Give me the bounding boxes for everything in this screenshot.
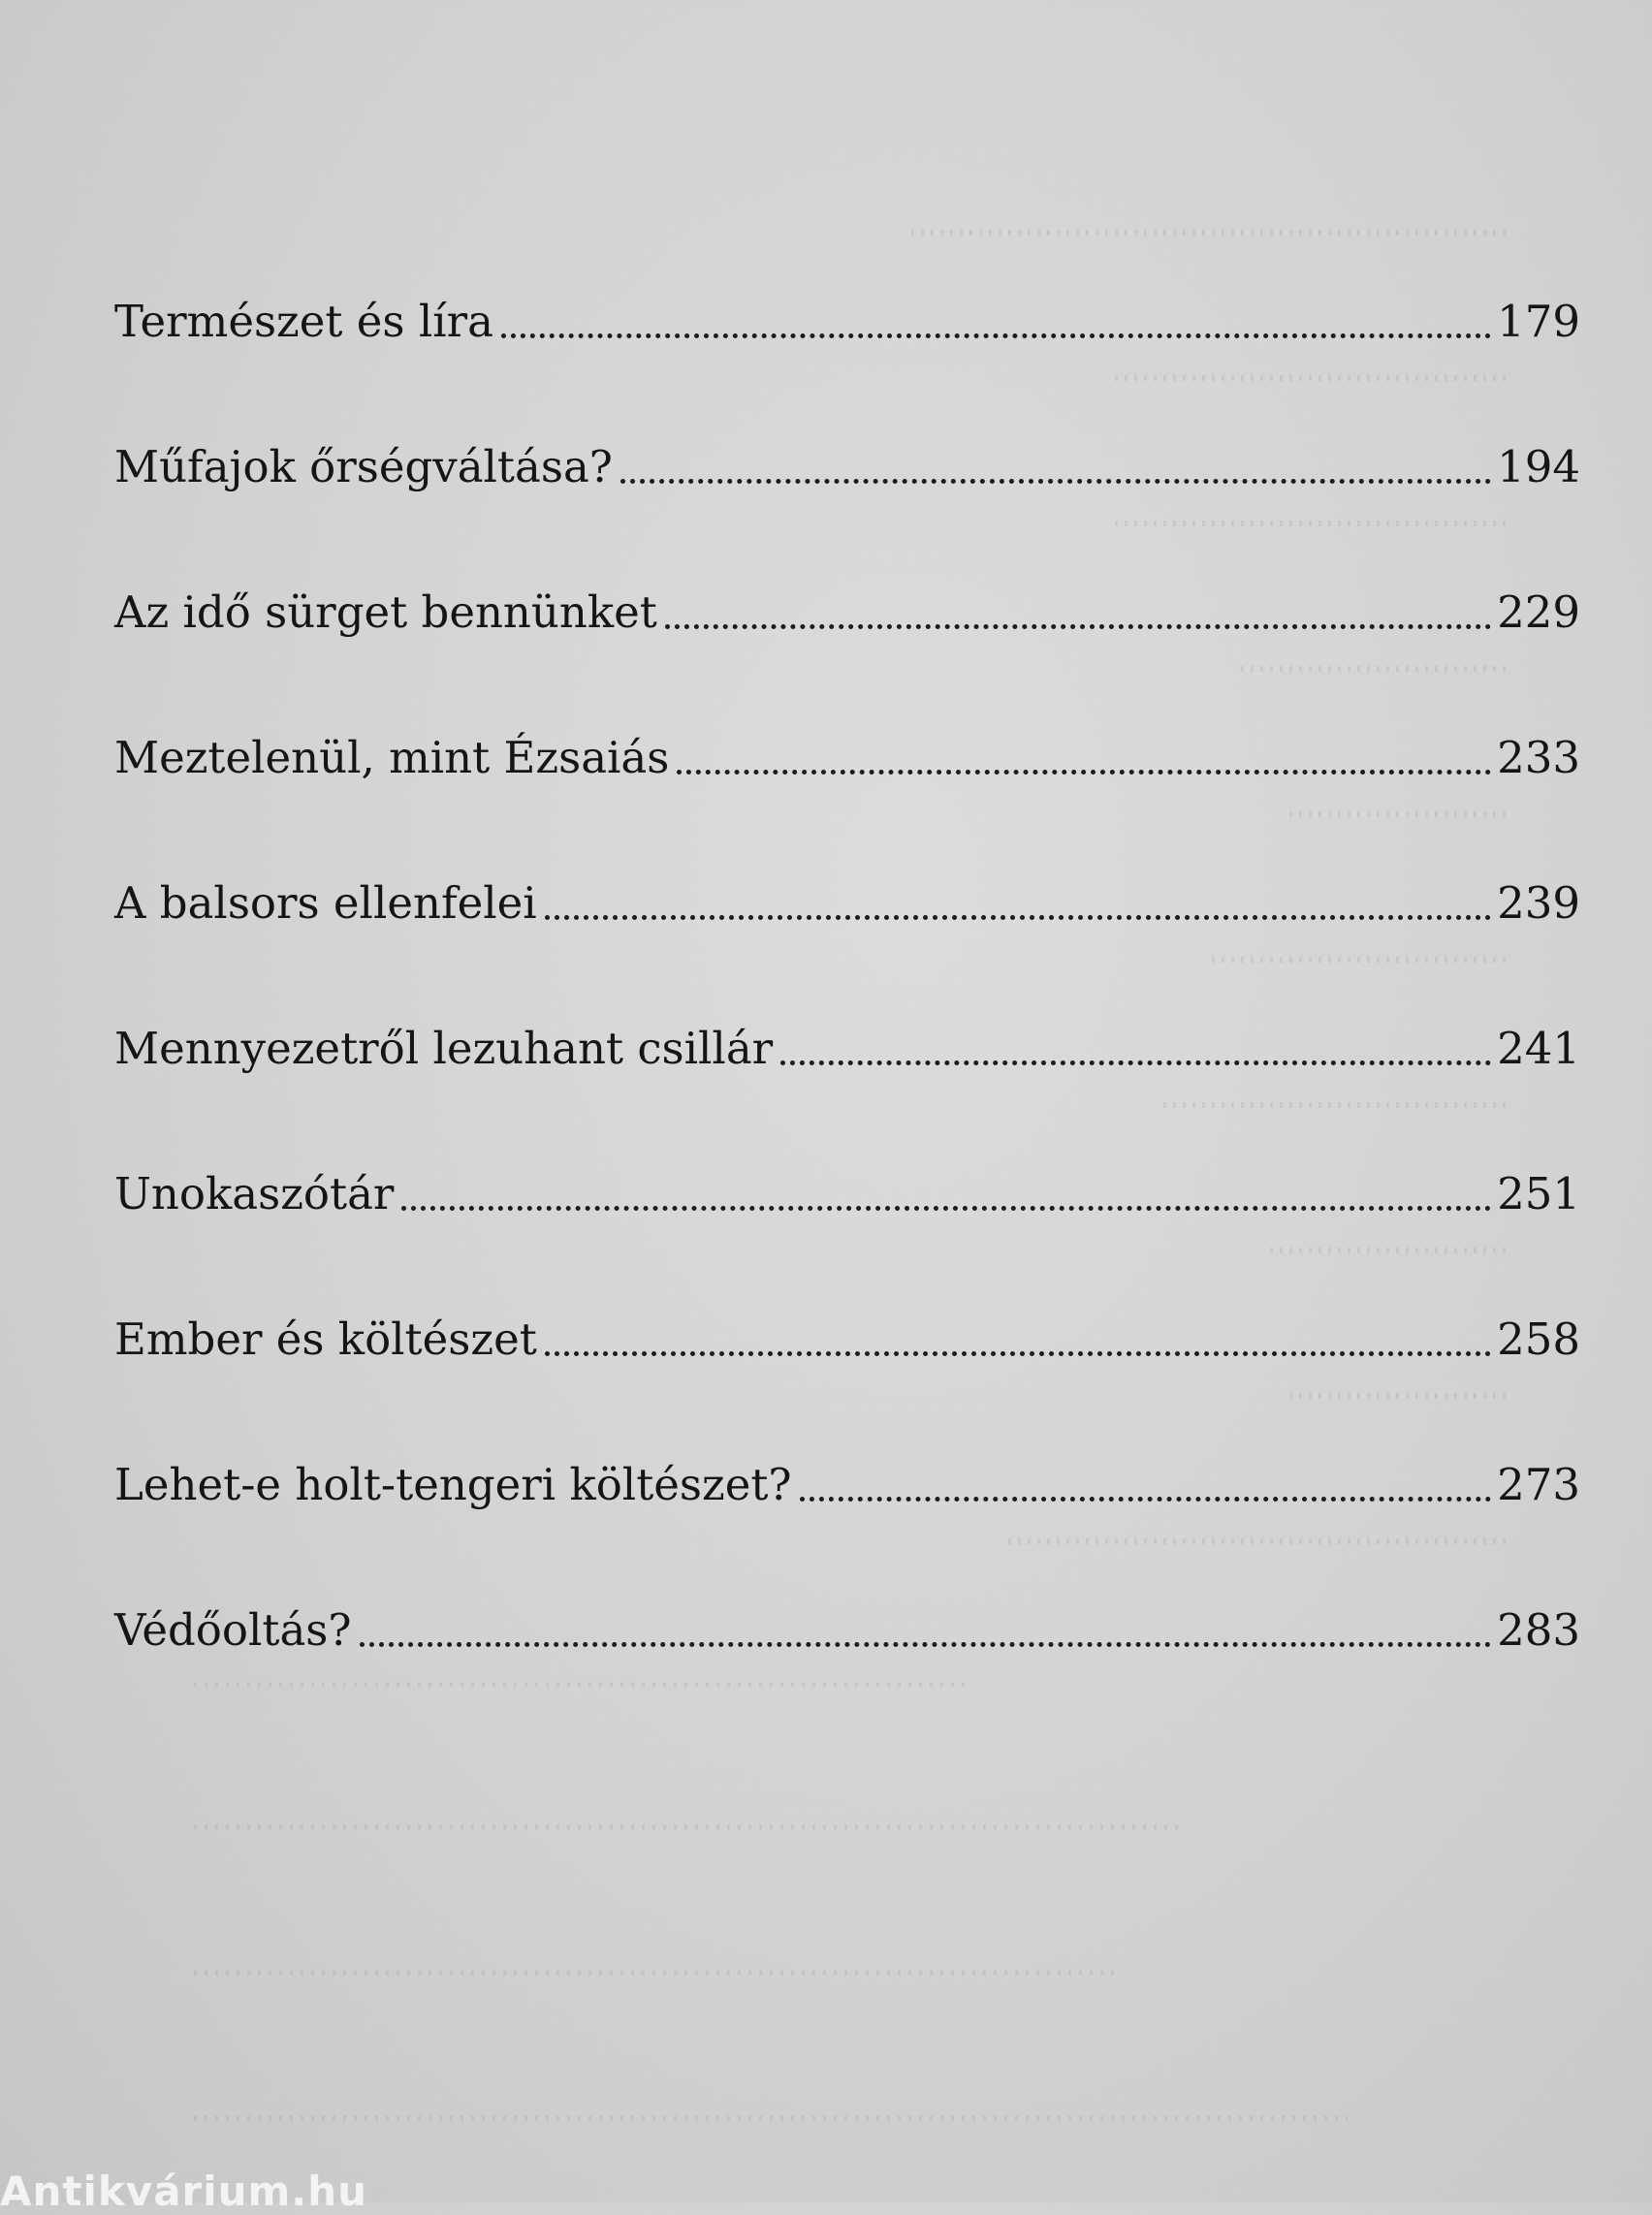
toc-entry-title: Védőoltás? bbox=[114, 1604, 352, 1656]
toc-entry bbox=[114, 642, 1580, 787]
toc-entry-title: Az idő sürget bennünket bbox=[114, 586, 657, 638]
toc-entry-page-number: 179 bbox=[1497, 296, 1580, 347]
toc-entry-page-number: 229 bbox=[1497, 586, 1580, 638]
toc-entry-title: Ember és költészet bbox=[114, 1313, 537, 1365]
toc-entry-title: Unokaszótár bbox=[114, 1168, 395, 1219]
toc-entry-page-number: 273 bbox=[1497, 1459, 1580, 1510]
toc-entry-title: Lehet-e holt-tengeri költészet? bbox=[114, 1459, 792, 1510]
toc-entry-title: Mennyezetről lezuhant csillár bbox=[114, 1023, 774, 1074]
toc-entry-title: Műfajok őrségváltása? bbox=[114, 441, 613, 492]
dot-leader bbox=[545, 915, 1491, 920]
toc-entry-page-number: 194 bbox=[1497, 441, 1580, 492]
dot-leader bbox=[545, 1351, 1491, 1356]
toc-entry bbox=[114, 1078, 1580, 1223]
dot-leader bbox=[501, 333, 1491, 338]
toc-entry-title: A balsors ellenfelei bbox=[114, 877, 537, 929]
toc-entry bbox=[114, 933, 1580, 1078]
toc-entry-page-number: 283 bbox=[1497, 1604, 1580, 1656]
toc-entry-title: Meztelenül, mint Ézsaiás bbox=[114, 732, 670, 783]
watermark: Antikvárium.hu bbox=[0, 2168, 368, 2215]
toc-entry bbox=[114, 496, 1580, 642]
dot-leader bbox=[800, 1497, 1492, 1502]
toc-entry bbox=[114, 206, 1580, 351]
toc-entry bbox=[114, 351, 1580, 496]
toc-entry-title: Természet és líra bbox=[114, 296, 493, 347]
dot-leader bbox=[665, 624, 1491, 629]
toc-entry-page-number: 233 bbox=[1497, 732, 1580, 783]
toc-entry bbox=[114, 787, 1580, 933]
dot-leader bbox=[677, 770, 1491, 775]
dot-leader bbox=[360, 1642, 1492, 1647]
table-of-contents bbox=[114, 206, 1580, 1660]
toc-entry-page-number: 239 bbox=[1497, 877, 1580, 929]
toc-entry-page-number: 251 bbox=[1497, 1168, 1580, 1219]
toc-entry bbox=[114, 1369, 1580, 1514]
dot-leader bbox=[780, 1060, 1491, 1065]
dot-leader bbox=[620, 479, 1491, 484]
toc-entry bbox=[114, 1514, 1580, 1660]
toc-entry-page-number: 258 bbox=[1497, 1313, 1580, 1365]
toc-entry-page-number: 241 bbox=[1497, 1023, 1580, 1074]
toc-entry bbox=[114, 1223, 1580, 1369]
dot-leader bbox=[401, 1206, 1491, 1211]
